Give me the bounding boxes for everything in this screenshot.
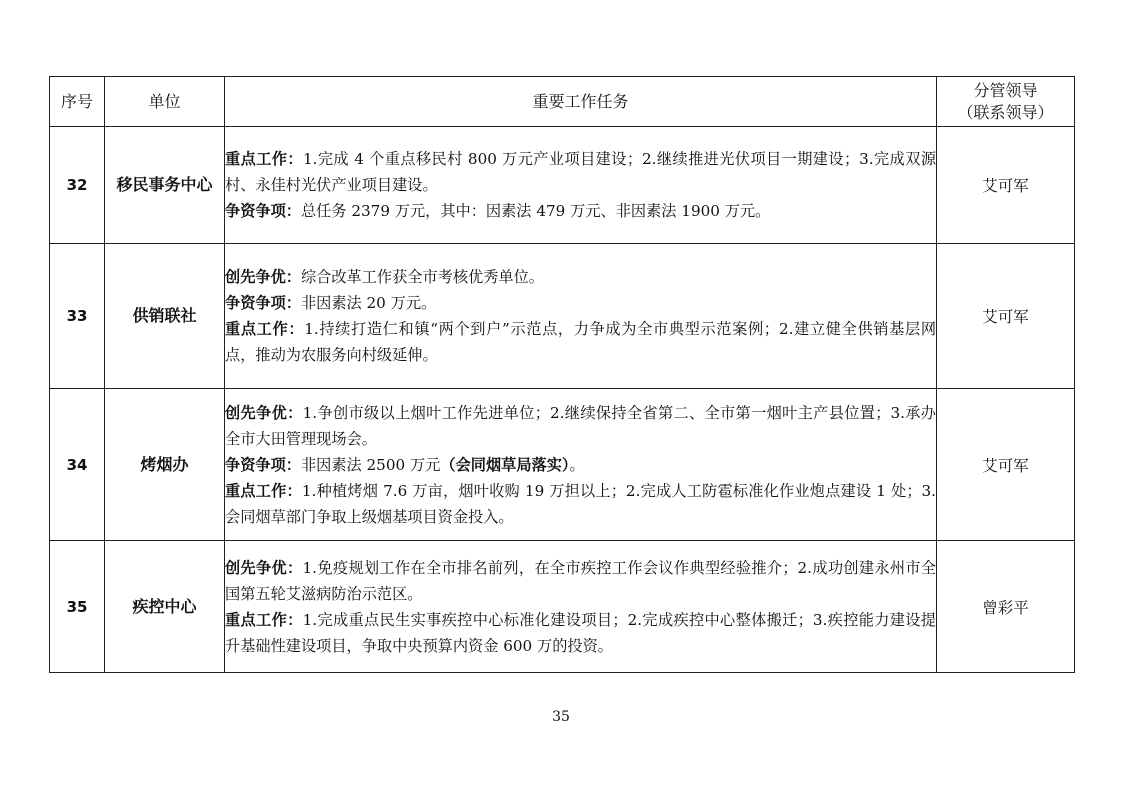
task-text: 非因素法 20 万元。 — [300, 294, 437, 312]
row-seq: 35 — [50, 541, 105, 673]
task-text: 1.免疫规划工作在全市排名前列，在全市疾控工作会议作典型经验推介；2.成功创建永州市全国第五轮艾滋病防治示范区。 — [225, 558, 937, 603]
task-item — [225, 478, 936, 530]
header-row — [50, 77, 1075, 127]
task-label: 争资争项： — [225, 455, 301, 474]
task-item — [225, 400, 936, 452]
task-label: 重点工作： — [225, 481, 302, 500]
task-label: 重点工作： — [225, 320, 305, 338]
table-row — [50, 541, 1075, 673]
task-text: 1.种植烤烟 7.6 万亩，烟叶收购 19 万担以上；2.完成人工防雹标准化作业炮点建设 1 处；3.会同烟草部门争取上级烟基项目资金投入。 — [225, 481, 936, 526]
row-seq: 32 — [50, 127, 105, 244]
task-label: 争资争项： — [225, 202, 301, 220]
task-label: 创先争优： — [225, 268, 301, 286]
header-unit: 单位 — [105, 77, 225, 127]
row-leader: 曾彩平 — [937, 541, 1075, 673]
row-leader: 艾可军 — [937, 127, 1075, 244]
task-label: 重点工作： — [225, 610, 303, 629]
task-table — [49, 76, 1075, 673]
task-item — [225, 452, 936, 478]
row-tasks — [225, 127, 937, 244]
table-row — [50, 244, 1075, 389]
row-unit: 移民事务中心 — [105, 127, 225, 244]
row-leader: 艾可军 — [937, 244, 1075, 389]
row-tasks — [225, 244, 937, 389]
task-label: 创先争优： — [225, 558, 303, 577]
header-leader-line1: 分管领导 — [973, 80, 1038, 100]
task-item — [225, 555, 936, 607]
row-seq: 34 — [50, 389, 105, 541]
task-text: 1.持续打造仁和镇“两个到户”示范点，力争成为全市典型示范案例；2.建立健全供销基层网点，推动为农服务向村级延伸。 — [225, 320, 937, 364]
task-item — [225, 198, 936, 224]
task-text: 1.完成重点民生实事疾控中心标准化建设项目；2.完成疾控中心整体搬迁；3.疾控能力建设提升基础性建设项目，争取中央预算内资金 600 万的投资。 — [225, 610, 936, 655]
task-item — [225, 146, 936, 198]
row-unit: 烤烟办 — [105, 389, 225, 541]
task-text: 1.争创市级以上烟叶工作先进单位；2.继续保持全省第二、全市第一烟叶主产县位置；3.承办全市大田管理现场会。 — [225, 403, 936, 448]
row-unit: 供销联社 — [105, 244, 225, 389]
task-label: 创先争优： — [225, 403, 303, 422]
row-tasks — [225, 541, 937, 673]
header-tasks: 重要工作任务 — [225, 77, 937, 127]
header-leader-line2: （联系领导） — [957, 102, 1054, 122]
table-row — [50, 127, 1075, 244]
task-text: 综合改革工作获全市考核优秀单位。 — [300, 268, 544, 286]
task-item — [225, 316, 936, 368]
row-tasks — [225, 389, 937, 541]
task-text: 总任务 2379 万元，其中：因素法 479 万元、非因素法 1900 万元。 — [300, 202, 771, 220]
task-emphasis: （会同烟草局落实） — [440, 455, 570, 474]
task-item — [225, 264, 936, 290]
task-tail: 。 — [569, 455, 585, 474]
header-leader — [937, 77, 1075, 127]
task-text: 1.完成 4 个重点移民村 800 万元产业项目建设；2.继续推进光伏项目一期建设；3.完成双源村、永佳村光伏产业项目建设。 — [225, 150, 937, 194]
task-text: 非因素法 2500 万元 — [300, 455, 441, 474]
row-leader: 艾可军 — [937, 389, 1075, 541]
row-unit: 疾控中心 — [105, 541, 225, 673]
task-item — [225, 607, 936, 659]
page-number: 35 — [552, 709, 570, 725]
table-row — [50, 389, 1075, 541]
task-label: 争资争项： — [225, 294, 301, 312]
header-seq: 序号 — [50, 77, 105, 127]
task-item — [225, 290, 936, 316]
row-seq: 33 — [50, 244, 105, 389]
task-label: 重点工作： — [225, 150, 303, 168]
